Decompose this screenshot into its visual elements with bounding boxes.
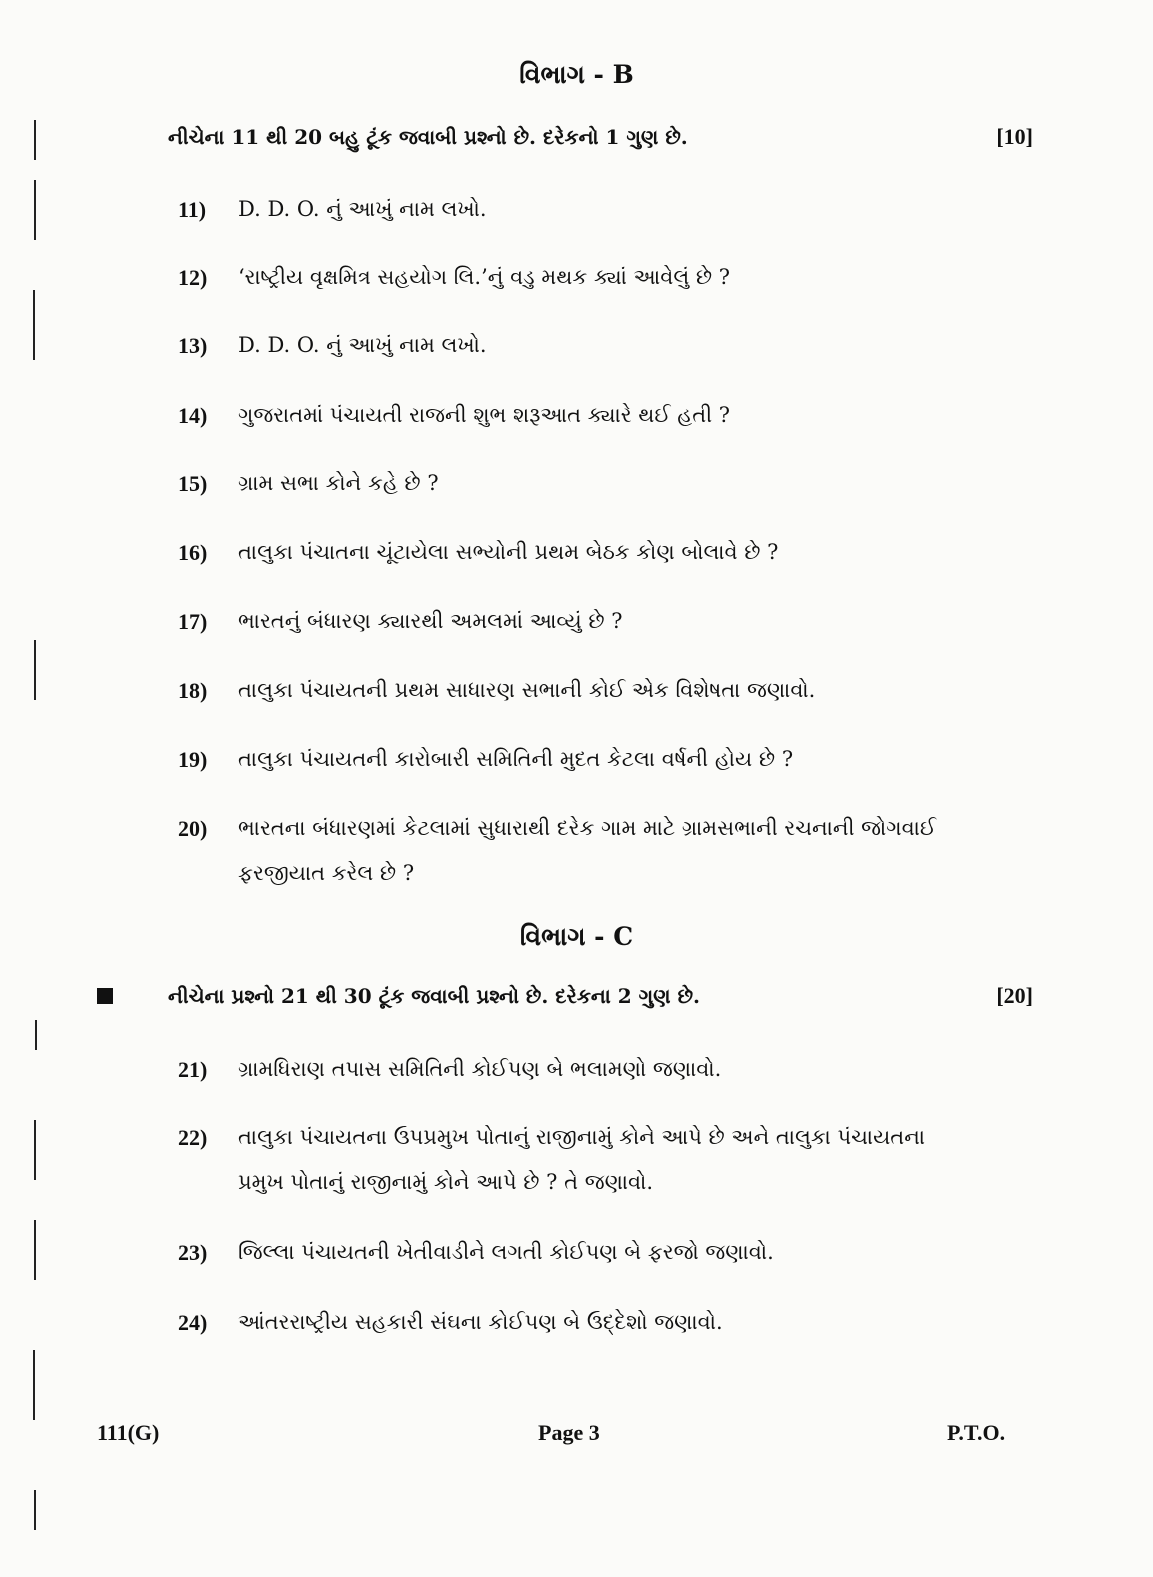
section-c-heading: વિભાગ - C xyxy=(519,922,634,951)
question-19 xyxy=(178,737,978,782)
question-number: 16) xyxy=(178,540,208,565)
question-18 xyxy=(178,668,978,713)
scan-margin-mark xyxy=(34,1490,36,1530)
scan-margin-mark xyxy=(34,640,36,700)
page-number: Page 3 xyxy=(538,1420,600,1445)
question-number: 17) xyxy=(178,609,208,634)
question-12 xyxy=(178,255,978,300)
section-b-heading: વિભાગ - B xyxy=(519,60,634,89)
paper-code: 111(G) xyxy=(97,1420,160,1445)
question-11 xyxy=(178,187,978,232)
square-bullet-icon xyxy=(97,988,113,1004)
section-b-instruction: નીચેના 11 થી 20 બહુ ટૂંક જવાબી પ્રશ્નો છે. દરેકનો 1 ગુણ છે. xyxy=(168,125,688,149)
question-text: ગ્રામ સભા કોને કહે છે ? xyxy=(238,471,439,495)
question-text: ગુજરાતમાં પંચાયતી રાજની શુભ શરૂઆત ક્યારે થઈ હતી ? xyxy=(238,403,731,427)
question-number: 22) xyxy=(178,1125,208,1150)
question-number: 14) xyxy=(178,403,208,428)
question-13 xyxy=(178,323,978,368)
question-number: 20) xyxy=(178,816,208,841)
question-text: તાલુકા પંચાયતના ઉપપ્રમુખ પોતાનું રાજીનામું કોને આપે છે અને તાલુકા પંચાયતના પ્રમુખ પોતાનું રાજીનામું કોને આપે છે ? તે જણાવો. xyxy=(238,1125,925,1194)
question-number: 11) xyxy=(178,197,207,222)
scan-margin-mark xyxy=(34,180,36,240)
question-number: 18) xyxy=(178,678,208,703)
question-number: 15) xyxy=(178,471,208,496)
section-c-marks: [20] xyxy=(996,983,1033,1008)
question-text: આંતરરાષ્ટ્રીય સહકારી સંઘના કોઈપણ બે ઉદ્દેશો જણાવો. xyxy=(238,1310,723,1334)
question-number: 21) xyxy=(178,1057,208,1082)
question-number: 19) xyxy=(178,747,208,772)
question-number: 13) xyxy=(178,333,208,358)
section-c-instruction: નીચેના પ્રશ્નો 21 થી 30 ટૂંક જવાબી પ્રશ્નો છે. દરેકના 2 ગુણ છે. xyxy=(168,984,701,1008)
section-b-marks: [10] xyxy=(996,124,1033,149)
scan-margin-mark xyxy=(34,120,36,160)
scan-margin-mark xyxy=(33,290,35,360)
question-text: ભારતનું બંધારણ ક્યારથી અમલમાં આવ્યું છે ? xyxy=(238,609,623,633)
scan-margin-mark xyxy=(33,1350,35,1420)
question-number: 24) xyxy=(178,1310,208,1335)
question-22 xyxy=(178,1115,978,1205)
question-16 xyxy=(178,530,978,575)
question-text: D. D. O. નું આખું નામ લખો. xyxy=(238,197,487,221)
question-21 xyxy=(178,1047,978,1092)
question-text: ભારતના બંધારણમાં કેટલામાં સુધારાથી દરેક ગામ માટે ગ્રામસભાની રચનાની જોગવાઈ ફરજીયાત કરેલ છે ? xyxy=(238,816,937,885)
scan-margin-mark xyxy=(34,1120,36,1180)
question-text: ‘રાષ્ટ્રીય વૃક્ષમિત્ર સહયોગ લિ.’નું વડુ મથક ક્યાં આવેલું છે ? xyxy=(238,265,731,289)
question-23 xyxy=(178,1230,978,1275)
question-17 xyxy=(178,599,978,644)
question-14 xyxy=(178,393,978,438)
question-text: ગ્રામધિરાણ તપાસ સમિતિની કોઈપણ બે ભલામણો જણાવો. xyxy=(238,1057,722,1081)
please-turn-over: P.T.O. xyxy=(947,1420,1006,1445)
question-number: 23) xyxy=(178,1240,208,1265)
question-text: તાલુકા પંચાયતની પ્રથમ સાધારણ સભાની કોઈ એક વિશેષતા જણાવો. xyxy=(238,678,816,702)
question-20 xyxy=(178,806,978,896)
scan-margin-mark xyxy=(35,1020,37,1050)
scan-margin-mark xyxy=(34,1220,36,1280)
question-24 xyxy=(178,1300,978,1345)
question-number: 12) xyxy=(178,265,208,290)
question-15 xyxy=(178,461,978,506)
question-text: જિલ્લા પંચાયતની ખેતીવાડીને લગતી કોઈપણ બે ફરજો જણાવો. xyxy=(238,1240,774,1264)
question-text: D. D. O. નું આખું નામ લખો. xyxy=(238,333,487,357)
question-text: તાલુકા પંચાયતની કારોબારી સમિતિની મુદત કેટલા વર્ષની હોય છે ? xyxy=(238,747,794,771)
question-text: તાલુકા પંચાતના ચૂંટાયેલા સભ્યોની પ્રથમ બેઠક કોણ બોલાવે છે ? xyxy=(238,540,779,564)
